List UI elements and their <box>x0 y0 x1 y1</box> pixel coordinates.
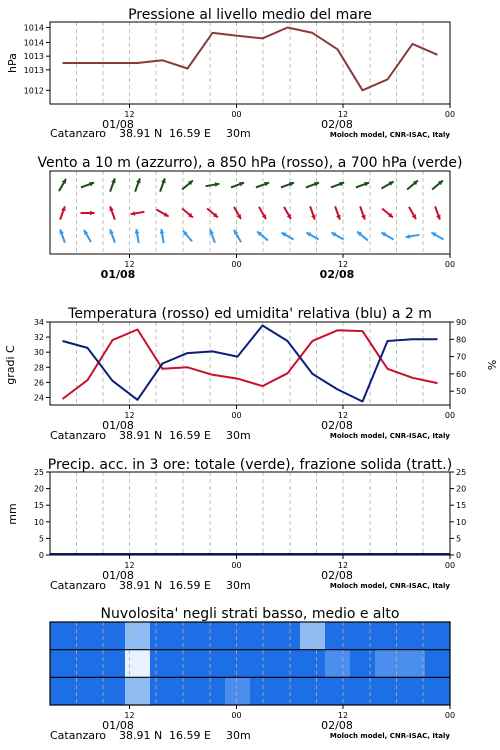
cloud-cell <box>325 622 351 650</box>
pressure-tick-label: 12 <box>337 110 349 119</box>
precip-panel <box>6 457 466 592</box>
wind-tick-label: 00 <box>444 260 456 269</box>
cloud-cell <box>175 677 201 705</box>
pressure-date-label: 02/08 <box>321 118 353 131</box>
temp-rh-series <box>63 326 438 402</box>
temp-rh-plot-frame <box>50 322 450 405</box>
cloud-cell <box>400 622 426 650</box>
pressure-tick-label: 00 <box>444 110 456 119</box>
cloud-cell <box>150 650 176 678</box>
rh-ytick-label: 80 <box>456 335 467 345</box>
precip-date-label: 01/08 <box>102 569 134 582</box>
wind-tick-label: 12 <box>124 260 135 269</box>
pressure-footer-credit: Moloch model, CNR-ISAC, Italy <box>329 131 450 139</box>
precip-ylabel: mm <box>6 503 19 525</box>
cloud-cell <box>125 677 151 705</box>
cloud-date-label: 02/08 <box>321 719 353 732</box>
cloud-cell <box>325 677 351 705</box>
temp-rh-footer-lat: 38.91 N <box>119 429 163 442</box>
pressure-ytick-label: 1014 <box>23 38 44 48</box>
precip-ytick-label: 20 <box>33 484 44 494</box>
cloud-cell <box>125 650 151 678</box>
pressure-line <box>63 28 438 91</box>
cloud-cell <box>100 622 126 650</box>
pressure-tick-label: 00 <box>231 110 242 119</box>
temp-rh-footer-location: Catanzaro <box>50 429 106 442</box>
temp-rh-footer-elev: 30m <box>226 429 251 442</box>
temp-ytick-label: 26 <box>33 378 44 388</box>
temp-yticks <box>34 318 50 402</box>
cloud-cell <box>200 677 226 705</box>
precip-ytick-label: 25 <box>33 468 44 477</box>
cloud-tick-label: 00 <box>231 711 242 720</box>
wind-arrow-head <box>90 211 94 216</box>
precip-ytick-label: 10 <box>33 517 44 527</box>
rh-yticks <box>450 318 466 396</box>
precip-footer-location: Catanzaro <box>50 579 106 592</box>
cloud-footer-credit: Moloch model, CNR-ISAC, Italy <box>329 732 450 740</box>
rh-ytick-label: 90 <box>456 318 467 327</box>
pressure-ylabel: hPa <box>6 53 19 73</box>
cloud-cell <box>225 622 251 650</box>
wind-date-label: 01/08 <box>100 268 136 281</box>
precip-title: Precip. acc. in 3 ore: totale (verde), frazione solida (tratt.) <box>47 457 453 473</box>
cloud-footer-location: Catanzaro <box>50 729 106 742</box>
precip-tick-label: 00 <box>444 561 456 570</box>
cloud-xticks <box>102 705 455 732</box>
precip-right-ytick-label: 10 <box>456 517 467 527</box>
precip-footer-credit: Moloch model, CNR-ISAC, Italy <box>329 582 450 590</box>
cloud-panel <box>50 606 455 742</box>
cloud-cell <box>300 650 326 678</box>
precip-date-label: 02/08 <box>321 569 353 582</box>
rh-ytick-label: 60 <box>456 369 467 379</box>
cloud-cell <box>50 650 76 678</box>
cloud-cell <box>100 677 126 705</box>
cloud-cell <box>225 677 251 705</box>
temp-rh-date-label: 02/08 <box>321 419 353 432</box>
cloud-cell <box>350 622 376 650</box>
precip-footer-lon: 16.59 E <box>169 579 211 592</box>
temp-ytick-label: 32 <box>33 333 44 343</box>
temp-rh-xticks <box>102 405 455 432</box>
pressure-date-label: 01/08 <box>102 118 134 131</box>
cloud-date-label: 01/08 <box>102 719 134 732</box>
temp-ytick-label: 28 <box>33 363 44 373</box>
cloud-cell <box>50 677 76 705</box>
pressure-title: Pressione al livello medio del mare <box>128 7 372 23</box>
cloud-cell <box>400 677 426 705</box>
pressure-series <box>63 28 438 91</box>
precip-ytick-label: 15 <box>33 501 44 511</box>
cloud-cell <box>350 677 376 705</box>
temp-ylabel: gradi C <box>4 345 17 385</box>
cloud-cell <box>425 622 451 650</box>
cloud-cell <box>300 677 326 705</box>
cloud-cell <box>200 622 226 650</box>
cloud-cell <box>275 677 301 705</box>
wind-date-label: 02/08 <box>319 268 355 281</box>
temp-rh-tick-label: 00 <box>444 411 456 420</box>
temp-ytick-label: 24 <box>33 393 44 403</box>
precip-ytick-label: 5 <box>38 534 44 544</box>
cloud-cell <box>150 622 176 650</box>
temp-rh-date-label: 01/08 <box>102 419 134 432</box>
cloud-footer-lat: 38.91 N <box>119 729 163 742</box>
wind-panel <box>37 155 462 281</box>
rh-ytick-label: 50 <box>456 387 467 397</box>
cloud-cell <box>300 622 326 650</box>
cloud-cell <box>200 650 226 678</box>
cloud-cell <box>325 650 351 678</box>
precip-plot-frame <box>50 472 450 555</box>
pressure-footer-location: Catanzaro <box>50 127 106 140</box>
precip-yticks <box>34 468 50 560</box>
rh-ytick-label: 70 <box>456 352 467 362</box>
pressure-ytick-label: 1013 <box>23 52 44 62</box>
pressure-footer-elev: 30m <box>226 127 251 140</box>
wind-title: Vento a 10 m (azzurro), a 850 hPa (rosso), a 700 hPa (verde) <box>37 155 463 171</box>
pressure-footer-lat: 38.91 N <box>119 127 163 140</box>
temp-rh-tick-label: 12 <box>337 411 349 420</box>
cloud-heatmap <box>50 622 451 706</box>
precip-right-ytick-label: 15 <box>456 501 467 511</box>
cloud-tick-label: 12 <box>124 711 135 720</box>
cloud-cell <box>400 650 426 678</box>
temp-rh-footer-lon: 16.59 E <box>169 429 211 442</box>
wind-tick-label: 12 <box>337 260 349 269</box>
cloud-tick-label: 00 <box>444 711 456 720</box>
cloud-cell <box>275 622 301 650</box>
cloud-cell <box>425 650 451 678</box>
cloud-cell <box>75 622 101 650</box>
pressure-footer-lon: 16.59 E <box>169 127 211 140</box>
cloud-tick-label: 12 <box>337 711 349 720</box>
precip-footer-elev: 30m <box>226 579 251 592</box>
temp-rh-gridlines <box>77 322 451 405</box>
cloud-title: Nuvolosita' negli strati basso, medio e alto <box>100 606 400 622</box>
precip-tick-label: 00 <box>231 561 242 570</box>
cloud-footer-lon: 16.59 E <box>169 729 211 742</box>
precip-yticks-right <box>450 468 466 560</box>
wind-arrows <box>59 178 444 243</box>
pressure-ytick-label: 1014 <box>23 23 44 33</box>
pressure-yticks <box>24 23 50 95</box>
pressure-panel <box>6 7 455 140</box>
precip-tick-label: 12 <box>124 561 135 570</box>
cloud-cell <box>175 650 201 678</box>
cloud-cell <box>350 650 376 678</box>
cloud-cell <box>100 650 126 678</box>
cloud-cell <box>275 650 301 678</box>
precip-right-ytick-label: 5 <box>456 534 462 544</box>
precip-gridlines <box>77 472 451 555</box>
cloud-cell <box>50 622 76 650</box>
temp-rh-tick-label: 00 <box>231 411 242 420</box>
rh-ylabel: % <box>485 359 498 371</box>
cloud-cell <box>75 650 101 678</box>
precip-xticks <box>102 555 455 582</box>
cloud-cell <box>75 677 101 705</box>
temp-rh-panel <box>4 306 498 442</box>
precip-right-ytick-label: 25 <box>456 468 467 477</box>
cloud-cell <box>425 677 451 705</box>
wind-xticks <box>101 254 455 281</box>
cloud-footer-elev: 30m <box>226 729 251 742</box>
precip-right-ytick-label: 20 <box>456 484 467 494</box>
cloud-cell <box>125 622 151 650</box>
precip-footer-lat: 38.91 N <box>119 579 163 592</box>
cloud-cell <box>175 622 201 650</box>
temp-ytick-label: 34 <box>33 318 44 327</box>
cloud-cell <box>150 677 176 705</box>
cloud-cell <box>225 650 251 678</box>
pressure-ytick-label: 1012 <box>23 86 44 96</box>
wind-tick-label: 00 <box>231 260 242 269</box>
precip-right-ytick-label: 0 <box>456 551 462 560</box>
temp-rh-tick-label: 12 <box>124 411 135 420</box>
temp-ytick-label: 30 <box>33 348 44 358</box>
precip-ytick-label: 0 <box>38 551 44 560</box>
precip-tick-label: 12 <box>337 561 349 570</box>
temp-rh-footer-credit: Moloch model, CNR-ISAC, Italy <box>329 432 450 440</box>
pressure-tick-label: 12 <box>124 110 135 119</box>
temp-rh-title: Temperatura (rosso) ed umidita' relativa (blu) a 2 m <box>68 306 432 322</box>
pressure-ytick-label: 1013 <box>23 65 44 75</box>
